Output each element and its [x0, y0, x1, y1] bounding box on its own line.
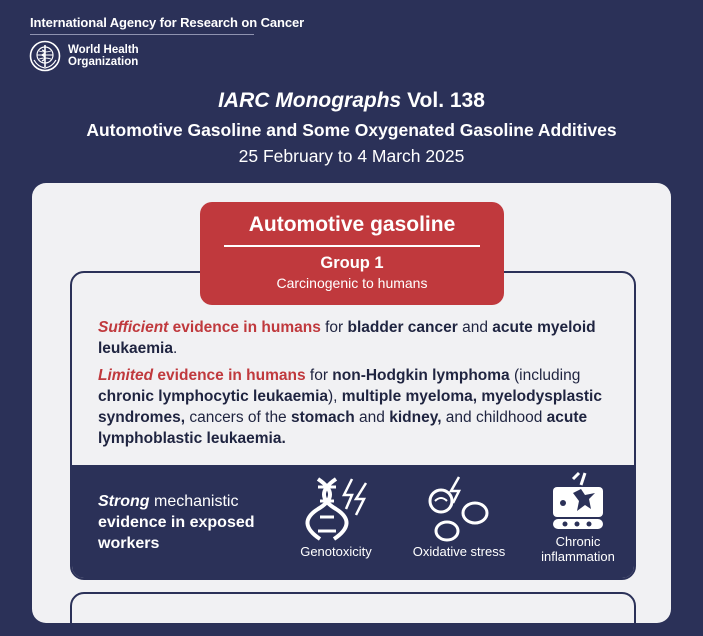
inflammation-label-line2: inflammation: [541, 549, 615, 564]
evidence-text: [98, 317, 618, 455]
cells-lightning-icon: [419, 475, 499, 543]
text: for: [320, 319, 348, 336]
sufficient-label: [98, 319, 321, 336]
cancer-aml: acute myeloid leukaemia: [98, 319, 596, 357]
volume-label: Vol. 138: [407, 89, 485, 112]
oxidative-stress-label: Oxidative stress: [412, 544, 506, 559]
limited-evidence: [98, 365, 618, 449]
chronic-inflammation-item: [528, 471, 628, 564]
mech-line2: evidence in exposed: [98, 514, 255, 531]
sufficient-word: Sufficient: [98, 319, 169, 336]
genotoxicity-item: [276, 475, 396, 559]
text: and childhood: [441, 409, 547, 426]
who-emblem-icon: [29, 40, 61, 72]
oxidative-stress-item: [394, 475, 524, 559]
cancer-stomach: stomach: [291, 409, 355, 426]
cancer-cll: chronic lymphocytic leukaemia: [98, 388, 329, 405]
agency-name: International Agency for Research on Cancer: [30, 15, 305, 30]
cancer-nhl: non-Hodgkin lymphoma: [332, 367, 510, 384]
mech-line1: mechanistic: [149, 493, 239, 510]
who-name-line1: World Health: [68, 44, 139, 56]
group-description: Carcinogenic to humans: [276, 275, 428, 291]
text: cancers of the: [185, 409, 291, 426]
sufficient-rest: evidence in humans: [168, 319, 321, 336]
meeting-dates: 25 February to 4 March 2025: [238, 146, 465, 166]
text: (including: [509, 367, 581, 384]
text: and: [457, 319, 493, 336]
who-name: [68, 44, 139, 68]
evidence-box: [70, 271, 636, 580]
limited-label: [98, 367, 306, 384]
cancer-all: acute lymphoblastic leukaemia.: [98, 409, 588, 447]
group-label: Group 1: [320, 254, 384, 272]
inflammation-label-line1: Chronic: [555, 534, 601, 549]
content-card: [32, 183, 671, 623]
text: .: [172, 340, 178, 357]
agent-name: Automotive gasoline: [248, 213, 456, 236]
who-logo: [29, 40, 139, 72]
genotoxicity-label: Genotoxicity: [300, 544, 372, 559]
mech-line3: workers: [98, 535, 160, 552]
cancer-kidney: kidney,: [389, 409, 442, 426]
cancer-bladder: bladder cancer: [347, 319, 458, 336]
cancer-myeloma-mds: multiple myeloma, myelodysplastic syndromes,: [98, 388, 602, 426]
text: and: [354, 409, 390, 426]
classification-badge: [200, 202, 504, 305]
monograph-subtitle: Automotive Gasoline and Some Oxygenated Gasoline Additives: [86, 120, 617, 140]
mechanistic-panel: [72, 465, 634, 578]
strong-word: Strong: [98, 493, 150, 510]
next-section-box: [70, 592, 636, 636]
limited-word: Limited: [98, 367, 154, 384]
limited-rest: evidence in humans: [153, 367, 306, 384]
monograph-title: [0, 88, 703, 114]
monographs-label: IARC Monographs: [218, 89, 402, 112]
title-block: [0, 88, 703, 168]
badge-divider: [224, 245, 480, 247]
mechanistic-text: [98, 491, 255, 554]
inflammation-icon: [543, 471, 613, 535]
agency-divider: [30, 34, 254, 35]
who-name-line2: Organization: [68, 56, 139, 68]
text: for: [305, 367, 333, 384]
text: ),: [328, 388, 342, 405]
dna-lightning-icon: [296, 475, 376, 543]
sufficient-evidence: [98, 317, 618, 359]
